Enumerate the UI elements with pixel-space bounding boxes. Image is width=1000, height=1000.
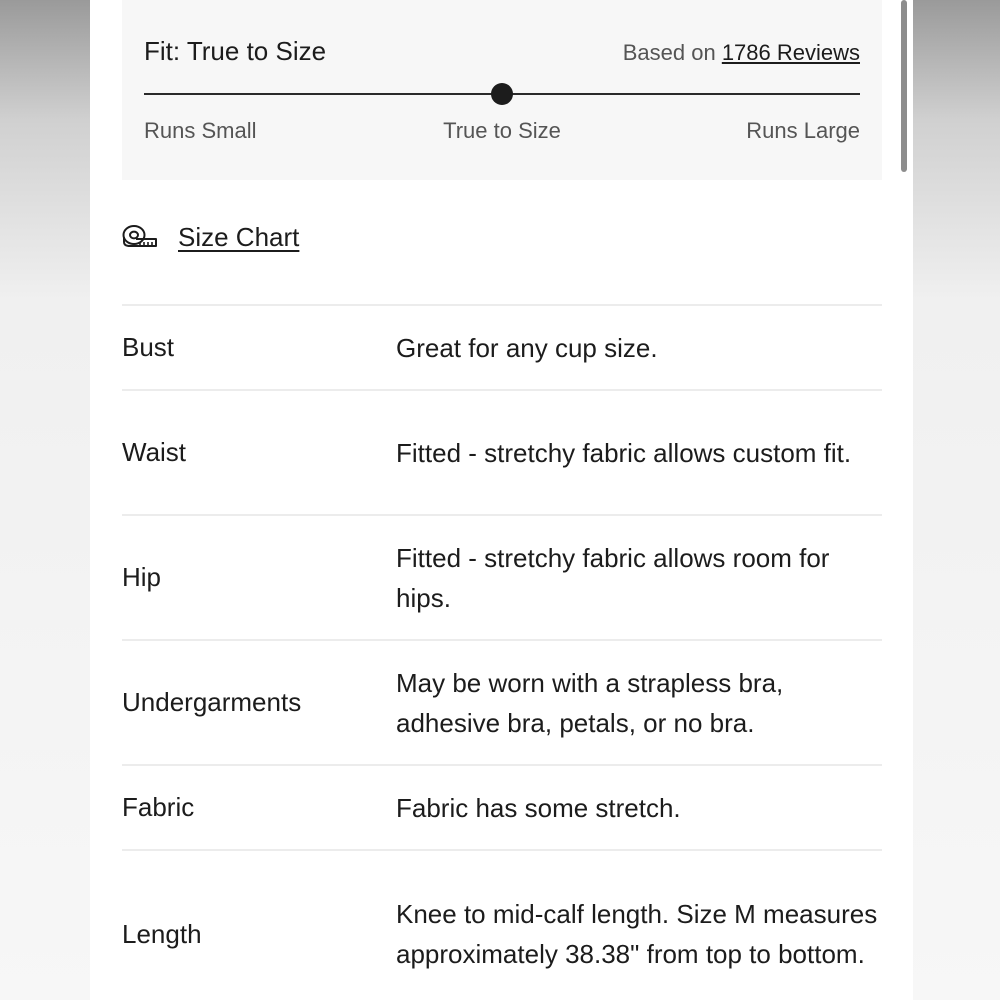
fit-scale-indicator <box>491 83 513 105</box>
detail-value: May be worn with a strapless bra, adhesive bra, petals, or no bra. <box>396 667 784 738</box>
detail-label: Fabric <box>122 792 195 822</box>
measuring-tape-icon <box>122 224 158 252</box>
detail-label: Bust <box>122 332 175 362</box>
size-chart-button[interactable] <box>122 222 299 253</box>
fit-scale-track <box>144 93 860 95</box>
background-left <box>0 0 90 1000</box>
runs-small-label: Runs Small <box>144 118 257 143</box>
detail-row-bust <box>122 306 882 391</box>
detail-row-fabric <box>122 766 882 851</box>
reviews-link[interactable]: 1786 Reviews <box>721 40 860 65</box>
fit-title: Fit: True to Size <box>144 36 327 66</box>
detail-row-length <box>122 851 882 1000</box>
detail-value: Fitted - stretchy fabric allows custom fit. <box>396 437 852 468</box>
detail-label: Waist <box>122 437 187 467</box>
runs-large-label: Runs Large <box>746 118 860 143</box>
scrollbar-thumb[interactable] <box>901 0 907 172</box>
detail-row-hip <box>122 516 882 641</box>
detail-value: Knee to mid-calf length. Size M measures approximately 38.38" from top to bottom. <box>396 899 878 969</box>
reviews-summary <box>623 40 860 66</box>
detail-row-undergarments <box>122 641 882 766</box>
fit-details-panel <box>90 0 913 1000</box>
detail-label: Undergarments <box>122 687 302 717</box>
size-chart-link[interactable]: Size Chart <box>178 222 300 252</box>
detail-row-waist <box>122 391 882 516</box>
based-on-text: Based on <box>622 40 716 65</box>
detail-label: Hip <box>122 562 162 592</box>
true-to-size-label: True to Size <box>443 118 561 143</box>
fit-summary <box>122 0 882 180</box>
detail-value: Fitted - stretchy fabric allows room for hips. <box>396 542 830 613</box>
background-right <box>913 0 1000 1000</box>
detail-label: Length <box>122 918 202 949</box>
detail-value: Fabric has some stretch. <box>396 792 681 823</box>
fit-details-table <box>122 304 882 1000</box>
detail-value: Great for any cup size. <box>396 332 658 363</box>
